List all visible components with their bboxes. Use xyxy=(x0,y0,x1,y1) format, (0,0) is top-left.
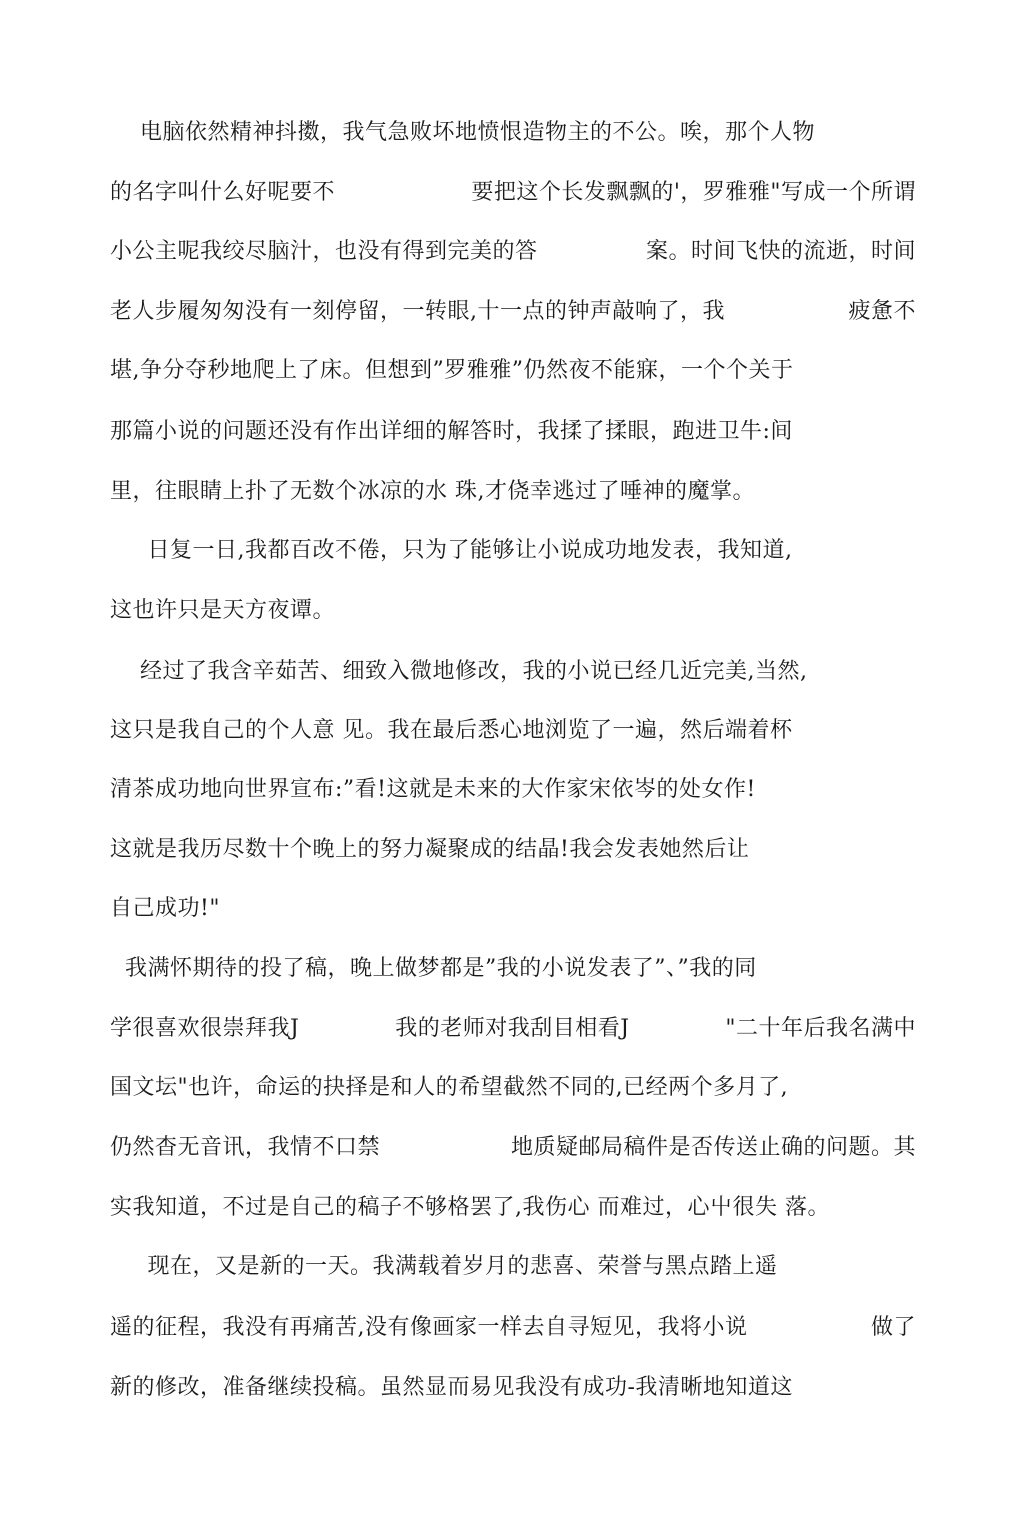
text-line: 这只是我自己的个人意 见。我在最后悉心地浏览了一遍，然后端着杯 xyxy=(110,718,793,743)
text-line: 实我知道，不过是自己的稿子不够格罢了,我伤心 而难过，心屮很失 落。 xyxy=(110,1195,830,1220)
text-segment: 要把这个长发飘飘的'，罗雅雅"写成一个所谓 xyxy=(471,180,916,205)
text-segment: 遥的征程，我没有再痛苦,没有像画家一样去自寻短见，我将小说 xyxy=(110,1315,748,1340)
text-line: 清茶成功地向世界宣布:”看!这就是未来的大作家宋依岑的处女作! xyxy=(110,777,756,802)
text-line: 堪,争分夺秒地爬上了床。但想到”罗雅雅”仍然夜不能寐，一个个关于 xyxy=(110,358,794,383)
text-line: 日复一日,我都百改不倦，只为了能够让小说成功地发表，我知道, xyxy=(110,538,793,563)
text-segment: 案。时间飞快的流逝，时间 xyxy=(645,239,916,264)
text-line: 这也许只是天方夜谭。 xyxy=(110,598,336,623)
text-segment: 我的老师对我刮目相看J xyxy=(395,1016,630,1041)
text-line: 里，往眼睛上扑了无数个冰凉的水 珠,才侥幸逃过了唾神的魔掌。 xyxy=(110,479,755,504)
text-line xyxy=(110,237,916,267)
text-line: 国文坛"也许，命运的抉择是和人的希望截然不同的,已经两个多月了, xyxy=(110,1075,789,1100)
text-line xyxy=(110,1133,916,1163)
text-segment: 小公主呢我绞尽脑汁，也没有得到完美的答 xyxy=(110,239,538,264)
text-line xyxy=(110,297,916,327)
text-line: 新的修改，准备继续投稿。虽然显而易见我没有成功-我清晰地知道这 xyxy=(110,1375,793,1400)
text-line: 这就是我历尽数十个晚上的努力凝聚成的结晶!我会发表她然后让 xyxy=(110,837,750,862)
text-segment: 学很喜欢很崇拜我J xyxy=(110,1016,300,1041)
text-segment: 仍然杳无音讯，我情不口禁 xyxy=(110,1135,381,1160)
text-line: 经过了我含辛茹苦、细致入微地修改，我的小说已经几近完美,当然, xyxy=(110,659,808,684)
text-segment: 地质疑邮局稿件是否传送止确的问题。其 xyxy=(510,1135,916,1160)
text-line: 我满怀期待的投了稿，晚上做梦都是”我的小说发表了”、”我的同 xyxy=(110,956,757,981)
text-segment: 的名字叫什么好呢要不 xyxy=(110,180,336,205)
text-line xyxy=(110,1313,916,1343)
text-line: 现在，又是新的一天。我满载着岁月的悲喜、荣誉与黑点踏上遥 xyxy=(110,1254,778,1279)
text-segment: 疲惫不 xyxy=(848,299,916,324)
text-line xyxy=(110,1014,916,1044)
text-line: 电脑依然精神抖擞，我气急败坏地愤恨造物主的不公。唉，那个人物 xyxy=(110,120,815,145)
text-line: 自己成功!" xyxy=(110,896,220,921)
text-line xyxy=(110,178,916,208)
text-segment: 做了 xyxy=(870,1315,916,1340)
text-segment: "二十年后我名满中 xyxy=(725,1016,916,1041)
text-segment: 老人步履匆匆没有一刻停留，一转眼,十一点的钟声敲响了，我 xyxy=(110,299,725,324)
text-line: 那篇小说的问题还没有作出详细的解答时，我揉了揉眼，跑进卫牛:间 xyxy=(110,419,793,444)
